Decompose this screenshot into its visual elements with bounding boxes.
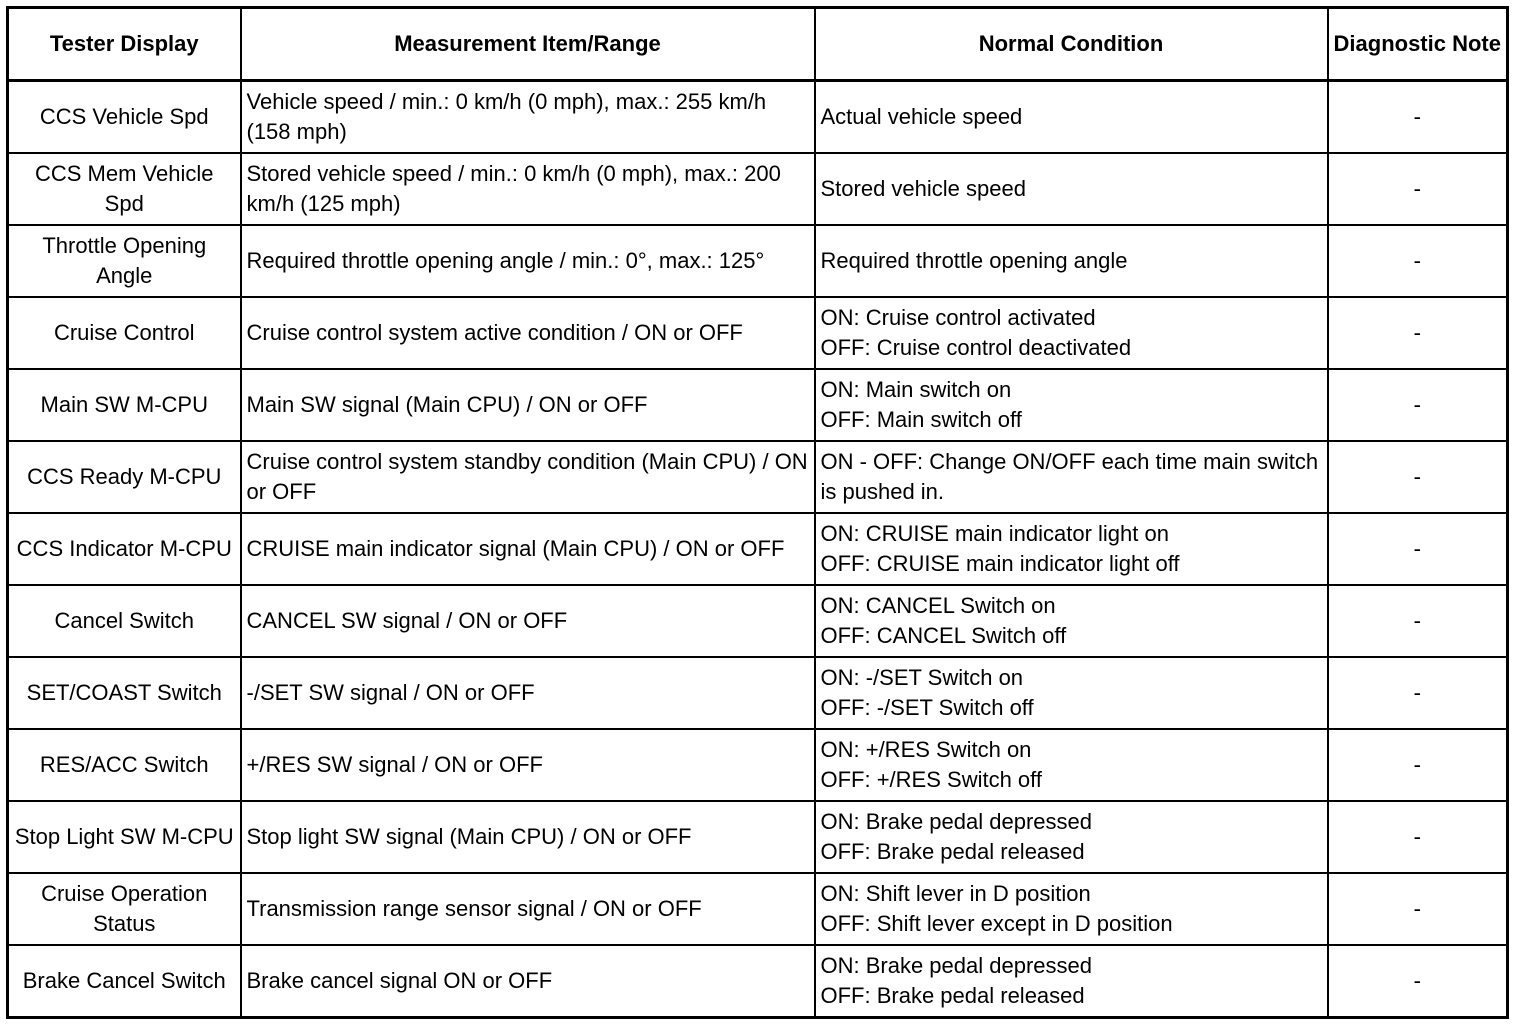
diagnostic-table-container: [6, 6, 1506, 1019]
cell-measurement-item: Cruise control system standby condition (Main CPU) / ON or OFF: [241, 441, 815, 513]
header-row: [8, 8, 1508, 81]
cell-tester-display: CCS Indicator M-CPU: [8, 513, 241, 585]
table-row: [8, 225, 1508, 297]
cell-normal-condition: ON: Shift lever in D position OFF: Shift lever except in D position: [815, 873, 1328, 945]
cell-measurement-item: Cruise control system active condition / ON or OFF: [241, 297, 815, 369]
cell-normal-condition: ON: +/RES Switch on OFF: +/RES Switch off: [815, 729, 1328, 801]
table-row: [8, 513, 1508, 585]
cell-diagnostic-note: -: [1328, 729, 1508, 801]
cell-diagnostic-note: -: [1328, 801, 1508, 873]
cell-tester-display: Cruise Control: [8, 297, 241, 369]
table-row: [8, 945, 1508, 1018]
table-row: [8, 153, 1508, 225]
table-row: [8, 657, 1508, 729]
cell-normal-condition: ON: Brake pedal depressed OFF: Brake pedal released: [815, 801, 1328, 873]
cell-normal-condition: Actual vehicle speed: [815, 81, 1328, 154]
table-row: [8, 297, 1508, 369]
cell-normal-condition: ON: Cruise control activated OFF: Cruise control deactivated: [815, 297, 1328, 369]
table-body: [8, 81, 1508, 1018]
header-tester-display: Tester Display: [8, 8, 241, 81]
table-row: [8, 441, 1508, 513]
cell-normal-condition: ON - OFF: Change ON/OFF each time main switch is pushed in.: [815, 441, 1328, 513]
cell-measurement-item: Main SW signal (Main CPU) / ON or OFF: [241, 369, 815, 441]
diagnostic-data-table: [6, 6, 1509, 1019]
cell-tester-display: CCS Ready M-CPU: [8, 441, 241, 513]
cell-measurement-item: CRUISE main indicator signal (Main CPU) / ON or OFF: [241, 513, 815, 585]
cell-measurement-item: Vehicle speed / min.: 0 km/h (0 mph), max.: 255 km/h (158 mph): [241, 81, 815, 154]
table-row: [8, 585, 1508, 657]
cell-measurement-item: +/RES SW signal / ON or OFF: [241, 729, 815, 801]
table-row: [8, 81, 1508, 154]
cell-measurement-item: Stored vehicle speed / min.: 0 km/h (0 mph), max.: 200 km/h (125 mph): [241, 153, 815, 225]
cell-diagnostic-note: -: [1328, 369, 1508, 441]
table-row: [8, 369, 1508, 441]
cell-tester-display: Cruise Operation Status: [8, 873, 241, 945]
cell-diagnostic-note: -: [1328, 441, 1508, 513]
cell-tester-display: Main SW M-CPU: [8, 369, 241, 441]
cell-diagnostic-note: -: [1328, 153, 1508, 225]
header-normal-condition: Normal Condition: [815, 8, 1328, 81]
cell-normal-condition: ON: Brake pedal depressed OFF: Brake pedal released: [815, 945, 1328, 1018]
header-measurement-item: Measurement Item/Range: [241, 8, 815, 81]
cell-tester-display: CCS Vehicle Spd: [8, 81, 241, 154]
cell-diagnostic-note: -: [1328, 225, 1508, 297]
cell-tester-display: Brake Cancel Switch: [8, 945, 241, 1018]
cell-tester-display: SET/COAST Switch: [8, 657, 241, 729]
cell-diagnostic-note: -: [1328, 873, 1508, 945]
cell-tester-display: CCS Mem Vehicle Spd: [8, 153, 241, 225]
cell-diagnostic-note: -: [1328, 81, 1508, 154]
table-row: [8, 801, 1508, 873]
cell-diagnostic-note: -: [1328, 297, 1508, 369]
cell-tester-display: RES/ACC Switch: [8, 729, 241, 801]
cell-measurement-item: Brake cancel signal ON or OFF: [241, 945, 815, 1018]
cell-diagnostic-note: -: [1328, 585, 1508, 657]
table-row: [8, 873, 1508, 945]
cell-measurement-item: CANCEL SW signal / ON or OFF: [241, 585, 815, 657]
header-diagnostic-note: Diagnostic Note: [1328, 8, 1508, 81]
cell-measurement-item: Transmission range sensor signal / ON or OFF: [241, 873, 815, 945]
cell-tester-display: Throttle Opening Angle: [8, 225, 241, 297]
cell-normal-condition: ON: -/SET Switch on OFF: -/SET Switch off: [815, 657, 1328, 729]
cell-diagnostic-note: -: [1328, 513, 1508, 585]
cell-normal-condition: ON: CANCEL Switch on OFF: CANCEL Switch off: [815, 585, 1328, 657]
cell-normal-condition: ON: CRUISE main indicator light on OFF: CRUISE main indicator light off: [815, 513, 1328, 585]
table-header: [8, 8, 1508, 81]
cell-normal-condition: Stored vehicle speed: [815, 153, 1328, 225]
cell-measurement-item: Required throttle opening angle / min.: 0°, max.: 125°: [241, 225, 815, 297]
cell-tester-display: Cancel Switch: [8, 585, 241, 657]
cell-measurement-item: Stop light SW signal (Main CPU) / ON or OFF: [241, 801, 815, 873]
cell-tester-display: Stop Light SW M-CPU: [8, 801, 241, 873]
cell-normal-condition: ON: Main switch on OFF: Main switch off: [815, 369, 1328, 441]
cell-diagnostic-note: -: [1328, 657, 1508, 729]
table-row: [8, 729, 1508, 801]
cell-measurement-item: -/SET SW signal / ON or OFF: [241, 657, 815, 729]
cell-diagnostic-note: -: [1328, 945, 1508, 1018]
cell-normal-condition: Required throttle opening angle: [815, 225, 1328, 297]
